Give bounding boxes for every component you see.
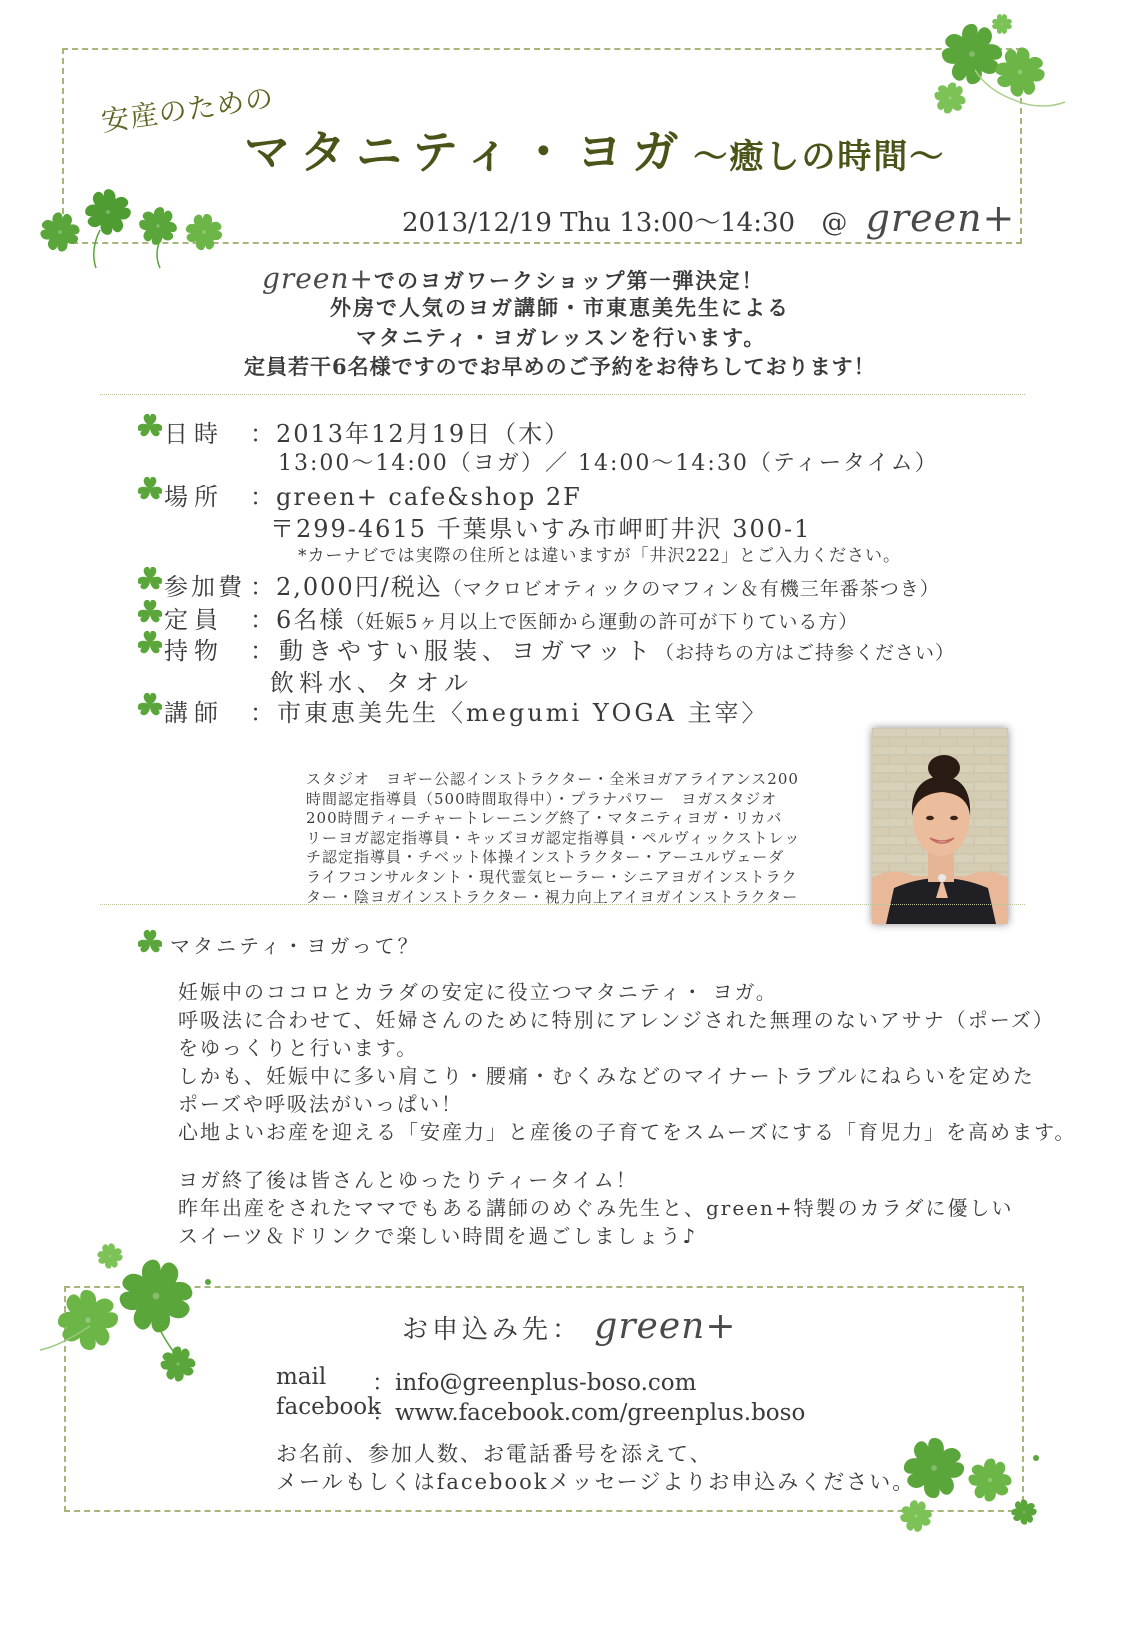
place-label: 場所 — [164, 483, 224, 511]
capacity-label: 定員 — [164, 606, 224, 634]
facebook-value[interactable]: ：www.facebook.com/greenplus.boso — [372, 1400, 806, 1426]
fee-value: ：2,000円/税込（マクロビオティックのマフィン＆有機三年番茶つき） — [250, 573, 940, 601]
contact-note-2: メールもしくはfacebookメッセージよりお申込みください。 — [276, 1470, 916, 1494]
about-paragraph: 心地よいお産を迎える「安産力」と産後の子育てをスムーズにする「育児力」を高めます。 — [178, 1120, 1077, 1144]
page-title — [244, 116, 945, 182]
about-paragraph: ポーズや呼吸法がいっぱい！ — [178, 1092, 463, 1116]
fee-label: 参加費 — [164, 573, 245, 601]
facebook-label: facebook — [276, 1394, 382, 1420]
about-paragraph: しかも、妊娠中に多い肩こり・腰痛・むくみなどのマイナートラブルにねらいを定めた — [178, 1064, 1035, 1088]
about-paragraph: をゆっくりと行います。 — [178, 1036, 419, 1060]
teacher-value: ：市東恵美先生〈megumi YOGA 主宰〉 — [250, 699, 769, 727]
title-sub: 〜癒しの時間〜 — [693, 137, 946, 177]
clover-icon — [138, 930, 162, 954]
divider — [100, 904, 1025, 905]
about-paragraph: スイーツ＆ドリンクで楽しい時間を過ごしましょう♪ — [178, 1224, 698, 1248]
about-paragraph: 昨年出産をされたママでもある講師のめぐみ先生と、green+特製のカラダに優しい — [178, 1196, 1014, 1220]
place-value: ：green+ cafe&shop 2F — [250, 483, 582, 511]
intro-line-2: 外房で人気のヨガ講師・市東恵美先生による — [330, 295, 790, 320]
divider — [100, 394, 1025, 395]
mail-label: mail — [276, 1364, 327, 1390]
intro-line-1: green+でのヨガワークショップ第一弾決定！ — [262, 262, 765, 295]
clover-icon — [138, 567, 162, 591]
items-value: ：動きやすい服装、ヨガマット（お持ちの方はご持参ください） — [250, 637, 956, 665]
items-value-2: 飲料水、タオル — [270, 669, 473, 697]
four-leaf-clover-icon — [30, 180, 230, 270]
about-paragraph: 呼吸法に合わせて、妊婦さんのために特別にアレンジされた無理のないアサナ（ポーズ） — [178, 1008, 1055, 1032]
contact-heading: お申込み先： green+ — [402, 1306, 737, 1347]
pre-title: 安産のための — [99, 81, 277, 139]
four-leaf-clover-icon — [30, 1236, 230, 1386]
title-main: マタニティ・ヨガ — [244, 125, 689, 179]
navi-note: *カーナビでは実際の住所とは違いますが「井沢222」とご入力ください。 — [298, 546, 901, 566]
capacity-value: ：6名様（妊娠5ヶ月以上で医師から運動の許可が下りている方） — [250, 606, 859, 634]
green-plus-logo: green+ — [594, 1306, 737, 1347]
about-paragraph: 妊娠中のココロとカラダの安定に役立つマタニティ・ ヨガ。 — [178, 980, 778, 1004]
green-plus-logo: green+ — [865, 196, 1016, 240]
clover-icon — [138, 414, 162, 438]
date-label: 日時 — [164, 420, 224, 448]
date-value: ：2013年12月19日（木） — [250, 420, 571, 448]
address: 〒299-4615 千葉県いすみ市岬町井沢 300-1 — [270, 515, 812, 543]
teacher-label: 講師 — [164, 699, 224, 727]
green-plus-logo: green+ — [262, 262, 374, 295]
clover-icon — [138, 477, 162, 501]
teacher-bio: スタジオ ヨギー公認インストラクター・全米ヨガアライアンス200 時間認定指導員（500時間取得中）・プラナパワー ヨガスタジオ 200時間ティーチャートレーニング終了・マタニティヨガ・リカバ リーヨガ認定指導員・キッズヨガ認定指導員・ペルヴィックストレッ チ認定指導員・チベット体操インストラクター・アーユルヴェーダ ライフコンサルタント・現代霊気ヒーラー・シニアヨガインストラク ター・陰ヨガインストラクター・視力向上アイヨガインストラクター — [306, 770, 801, 906]
about-heading: マタニティ・ヨガって？ — [170, 934, 421, 958]
mail-value[interactable]: ：info@greenplus-boso.com — [372, 1370, 697, 1396]
items-label: 持物 — [164, 637, 224, 665]
event-datetime: 2013/12/19 Thu 13:00〜14:30 @ green+ — [402, 196, 1016, 240]
teacher-photo — [872, 728, 1008, 924]
clover-icon — [138, 693, 162, 717]
clover-icon — [138, 600, 162, 624]
contact-note-1: お名前、参加人数、お電話番号を添えて、 — [276, 1442, 713, 1466]
four-leaf-clover-icon — [920, 10, 1070, 120]
intro-line-3: マタニティ・ヨガレッスンを行います。 — [356, 325, 767, 350]
teacher-photo-image — [872, 728, 1008, 924]
time-value: 13:00〜14:00（ヨガ）／ 14:00〜14:30（ティータイム） — [278, 451, 939, 476]
clover-icon — [138, 631, 162, 655]
about-paragraph: ヨガ終了後は皆さんとゆったりティータイム！ — [178, 1168, 638, 1192]
intro-line-4: 定員若干6名様ですのでお早めのご予約をお待ちしております！ — [244, 354, 876, 379]
